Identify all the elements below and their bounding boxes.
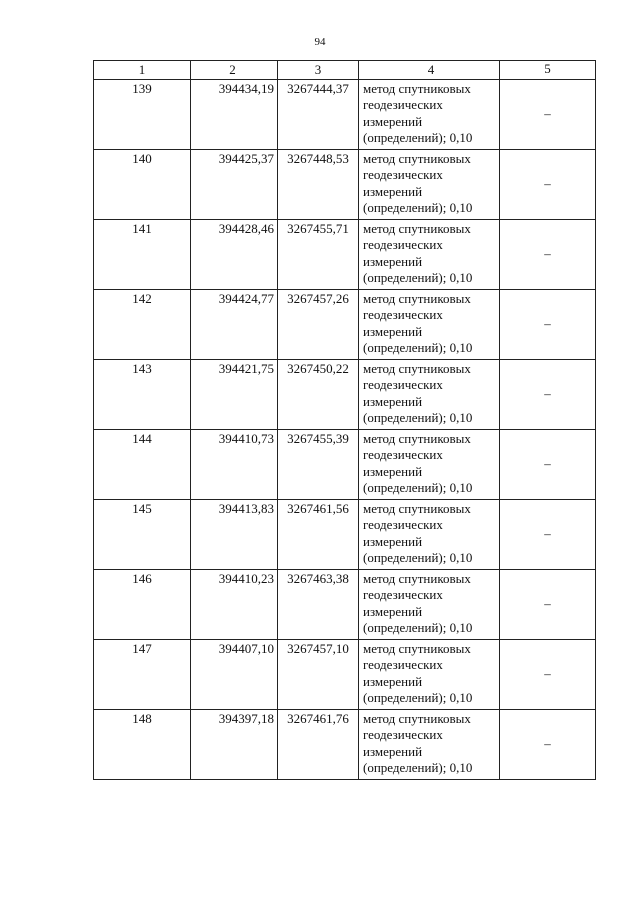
method-text-line: геодезических — [363, 97, 443, 112]
x-coordinate-cell: 394424,77 — [191, 289, 278, 359]
method-text-line: измерений — [363, 323, 423, 339]
method-text-line: геодезических — [363, 237, 443, 252]
table-row — [94, 639, 596, 709]
x-coordinate-cell: 394410,23 — [191, 569, 278, 639]
method-text-line: геодезических — [363, 727, 443, 742]
method-text-line: (определений); 0,10 — [363, 550, 473, 565]
method-text-line: измерений — [363, 113, 423, 129]
method-text-line: геодезических — [363, 307, 443, 322]
method-text-line: измерений — [363, 393, 423, 409]
note-cell: – — [500, 639, 596, 709]
note-cell: – — [500, 219, 596, 289]
column-header: 1 — [94, 61, 191, 80]
column-header: 3 — [278, 61, 359, 80]
method-cell — [359, 79, 500, 149]
method-text-line: (определений); 0,10 — [363, 340, 473, 355]
x-coordinate-cell: 394434,19 — [191, 79, 278, 149]
method-text-line: измерений — [363, 253, 423, 269]
method-cell — [359, 359, 500, 429]
x-coordinate-cell: 394428,46 — [191, 219, 278, 289]
method-text-line: геодезических — [363, 657, 443, 672]
y-coordinate-cell: 3267463,38 — [278, 569, 359, 639]
method-text-line: измерений — [363, 533, 423, 549]
method-text-line: геодезических — [363, 587, 443, 602]
note-cell: – — [500, 499, 596, 569]
method-cell — [359, 499, 500, 569]
point-number-cell: 144 — [94, 429, 191, 499]
column-header: 4 — [359, 61, 500, 80]
table-body — [94, 79, 596, 779]
point-number-cell: 143 — [94, 359, 191, 429]
point-number-cell: 146 — [94, 569, 191, 639]
method-text-line: метод спутниковых — [363, 570, 471, 586]
method-text-line: метод спутниковых — [363, 80, 471, 96]
note-cell: – — [500, 149, 596, 219]
method-text-line: геодезических — [363, 447, 443, 462]
column-header: 2 — [191, 61, 278, 80]
y-coordinate-cell: 3267457,26 — [278, 289, 359, 359]
method-cell — [359, 709, 500, 779]
table-row — [94, 219, 596, 289]
method-text-line: метод спутниковых — [363, 150, 471, 166]
table-row — [94, 149, 596, 219]
point-number-cell: 142 — [94, 289, 191, 359]
method-cell — [359, 289, 500, 359]
x-coordinate-cell: 394425,37 — [191, 149, 278, 219]
method-text-line: измерений — [363, 673, 423, 689]
method-text-line: метод спутниковых — [363, 360, 471, 376]
note-cell: – — [500, 289, 596, 359]
page-number: 94 — [314, 36, 326, 48]
point-number-cell: 141 — [94, 219, 191, 289]
method-cell — [359, 569, 500, 639]
method-text-line: геодезических — [363, 167, 443, 182]
table-row — [94, 709, 596, 779]
method-text-line: измерений — [363, 183, 423, 199]
method-text-line: (определений); 0,10 — [363, 130, 473, 145]
coordinates-table — [93, 60, 596, 780]
table-row — [94, 79, 596, 149]
method-text-line: (определений); 0,10 — [363, 480, 473, 495]
y-coordinate-cell: 3267461,56 — [278, 499, 359, 569]
note-cell: – — [500, 359, 596, 429]
method-cell — [359, 149, 500, 219]
method-text-line: (определений); 0,10 — [363, 690, 473, 705]
method-text-line: метод спутниковых — [363, 430, 471, 446]
method-cell — [359, 219, 500, 289]
method-text-line: геодезических — [363, 517, 443, 532]
method-text-line: измерений — [363, 743, 423, 759]
table-header-row — [94, 61, 596, 80]
point-number-cell: 147 — [94, 639, 191, 709]
table-row — [94, 429, 596, 499]
table-row — [94, 499, 596, 569]
point-number-cell: 139 — [94, 79, 191, 149]
point-number-cell: 148 — [94, 709, 191, 779]
method-cell — [359, 639, 500, 709]
table-row — [94, 359, 596, 429]
method-text-line: измерений — [363, 603, 423, 619]
method-text-line: геодезических — [363, 377, 443, 392]
method-text-line: (определений); 0,10 — [363, 620, 473, 635]
note-cell: – — [500, 709, 596, 779]
method-text-line: метод спутниковых — [363, 290, 471, 306]
method-text-line: метод спутниковых — [363, 500, 471, 516]
y-coordinate-cell: 3267450,22 — [278, 359, 359, 429]
method-text-line: измерений — [363, 463, 423, 479]
method-text-line: метод спутниковых — [363, 640, 471, 656]
table-row — [94, 569, 596, 639]
note-cell: – — [500, 429, 596, 499]
x-coordinate-cell: 394421,75 — [191, 359, 278, 429]
method-text-line: (определений); 0,10 — [363, 270, 473, 285]
table-row — [94, 289, 596, 359]
x-coordinate-cell: 394410,73 — [191, 429, 278, 499]
method-text-line: (определений); 0,10 — [363, 200, 473, 215]
y-coordinate-cell: 3267448,53 — [278, 149, 359, 219]
method-text-line: (определений); 0,10 — [363, 410, 473, 425]
note-cell: – — [500, 79, 596, 149]
y-coordinate-cell: 3267455,71 — [278, 219, 359, 289]
point-number-cell: 140 — [94, 149, 191, 219]
method-text-line: метод спутниковых — [363, 710, 471, 726]
note-cell: – — [500, 569, 596, 639]
method-text-line: (определений); 0,10 — [363, 760, 473, 775]
y-coordinate-cell: 3267444,37 — [278, 79, 359, 149]
method-text-line: метод спутниковых — [363, 220, 471, 236]
x-coordinate-cell: 394413,83 — [191, 499, 278, 569]
y-coordinate-cell: 3267455,39 — [278, 429, 359, 499]
point-number-cell: 145 — [94, 499, 191, 569]
column-header: 5 — [500, 61, 596, 80]
x-coordinate-cell: 394397,18 — [191, 709, 278, 779]
y-coordinate-cell: 3267457,10 — [278, 639, 359, 709]
x-coordinate-cell: 394407,10 — [191, 639, 278, 709]
method-cell — [359, 429, 500, 499]
y-coordinate-cell: 3267461,76 — [278, 709, 359, 779]
